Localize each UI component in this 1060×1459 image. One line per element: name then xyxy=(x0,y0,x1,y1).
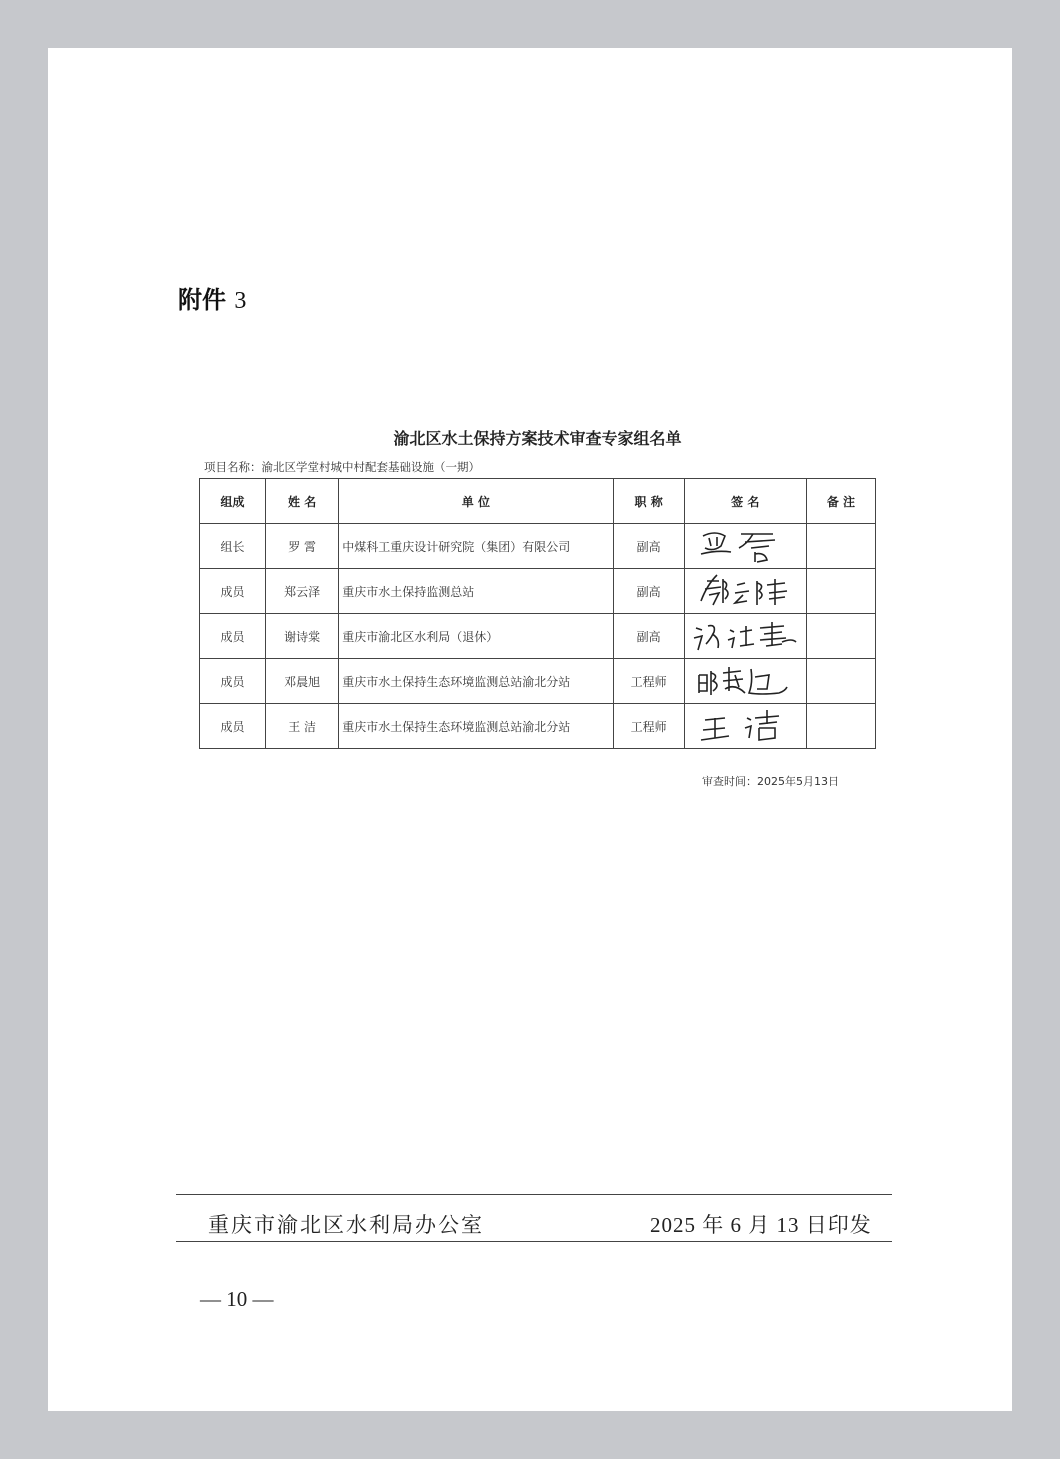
cell-title: 副高 xyxy=(613,524,684,569)
cell-note xyxy=(806,569,875,614)
handwritten-signature xyxy=(690,616,800,656)
cell-note xyxy=(806,704,875,749)
attachment-label: 附件 xyxy=(178,286,226,314)
cell-title: 工程师 xyxy=(613,659,684,704)
cell-name: 王 洁 xyxy=(266,704,339,749)
footer-top-rule xyxy=(176,1194,892,1195)
header-unit: 单 位 xyxy=(339,479,613,524)
header-title: 职 称 xyxy=(613,479,684,524)
cell-name: 谢诗棠 xyxy=(266,614,339,659)
cell-name: 邓晨旭 xyxy=(266,659,339,704)
table-row xyxy=(200,524,876,569)
list-title: 渝北区水土保持方案技术审查专家组名单 xyxy=(393,429,682,448)
attachment-heading xyxy=(178,280,246,315)
signature-cell xyxy=(684,569,806,614)
cell-unit: 中煤科工重庆设计研究院（集团）有限公司 xyxy=(339,524,613,569)
footer-issue-date: 2025 年 6 月 13 日印发 xyxy=(650,1213,872,1237)
table-header-row xyxy=(200,479,876,524)
review-date: 审查时间：2025年5月13日 xyxy=(702,775,839,788)
cell-unit: 重庆市水土保持生态环境监测总站渝北分站 xyxy=(339,659,613,704)
table-row xyxy=(200,569,876,614)
footer-bottom-rule xyxy=(176,1241,892,1242)
signature-cell xyxy=(684,524,806,569)
handwritten-signature xyxy=(695,661,795,701)
cell-group: 组长 xyxy=(200,524,266,569)
signature-cell xyxy=(684,659,806,704)
cell-note xyxy=(806,659,875,704)
cell-group: 成员 xyxy=(200,569,266,614)
header-name: 姓 名 xyxy=(266,479,339,524)
signature-cell xyxy=(684,704,806,749)
cell-unit: 重庆市水土保持生态环境监测总站渝北分站 xyxy=(339,704,613,749)
document-page xyxy=(48,48,1012,1411)
cell-note xyxy=(806,614,875,659)
cell-title: 副高 xyxy=(613,614,684,659)
cell-title: 工程师 xyxy=(613,704,684,749)
project-name: 项目名称：渝北区学堂村城中村配套基础设施（一期） xyxy=(204,460,480,474)
signature-cell xyxy=(684,614,806,659)
header-group: 组成 xyxy=(200,479,266,524)
handwritten-signature xyxy=(695,571,795,611)
header-signature: 签 名 xyxy=(684,479,806,524)
table-row xyxy=(200,659,876,704)
cell-group: 成员 xyxy=(200,704,266,749)
cell-unit: 重庆市水土保持监测总站 xyxy=(339,569,613,614)
footer-issuer: 重庆市渝北区水利局办公室 xyxy=(208,1213,484,1237)
cell-group: 成员 xyxy=(200,659,266,704)
table-row xyxy=(200,704,876,749)
table-row xyxy=(200,614,876,659)
page-number: — 10 — xyxy=(200,1287,274,1311)
cell-name: 罗 霄 xyxy=(266,524,339,569)
header-note: 备 注 xyxy=(806,479,875,524)
handwritten-signature xyxy=(695,526,795,566)
cell-group: 成员 xyxy=(200,614,266,659)
handwritten-signature xyxy=(695,706,795,746)
cell-unit: 重庆市渝北区水利局（退休） xyxy=(339,614,613,659)
cell-title: 副高 xyxy=(613,569,684,614)
cell-name: 郑云泽 xyxy=(266,569,339,614)
attachment-number: 3 xyxy=(234,288,247,314)
cell-note xyxy=(806,524,875,569)
expert-table xyxy=(199,478,876,749)
